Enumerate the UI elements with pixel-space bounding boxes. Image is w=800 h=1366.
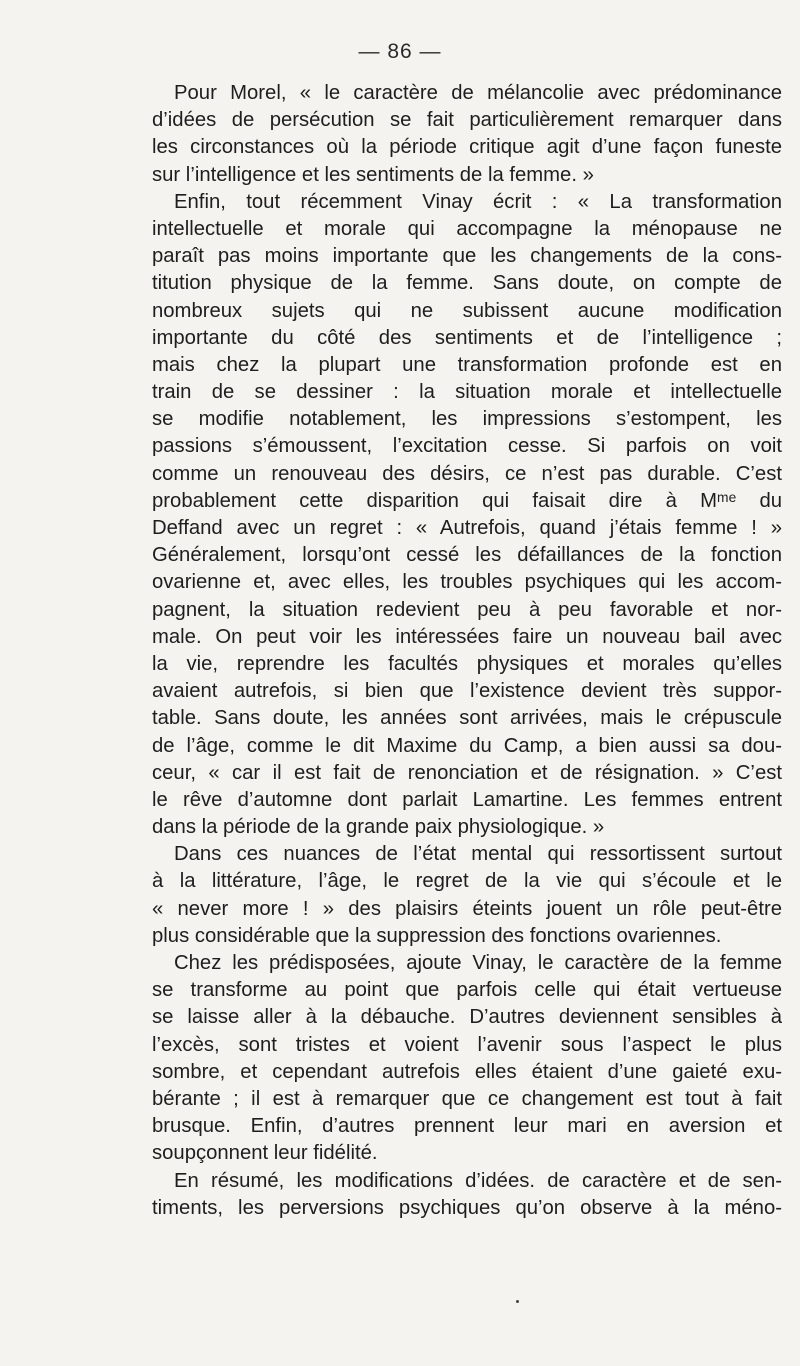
text-line: paraît pas moins importante que les changements de la cons- <box>152 245 782 268</box>
text-line: Deffand avec un regret : « Autrefois, quand j’étais femme ! » <box>152 517 782 539</box>
text-line: pagnent, la situation redevient peu à peu favorable et nor- <box>152 598 782 621</box>
text-line: importante du côté des sentiments et de l’intelligence ; <box>152 326 782 349</box>
text-line: à la littérature, l’âge, le regret de la vie qui s’écoule et le <box>152 870 782 893</box>
text-line: « never more ! » des plaisirs éteints jouent un rôle peut-être <box>152 897 782 920</box>
text-line: les circonstances où la période critique agit d’une façon funeste <box>152 136 782 159</box>
text-line: de l’âge, comme le dit Maxime du Camp, a bien aussi sa dou- <box>152 734 782 757</box>
text-line: la vie, reprendre les facultés physiques et morales qu’elles <box>152 652 782 675</box>
text-line: brusque. Enfin, d’autres prennent leur mari en aversion et <box>152 1115 782 1138</box>
text-line: soupçonnent leur fidélité. <box>152 1142 378 1165</box>
text-line: Généralement, lorsqu’ont cessé les défaillances de la fonction <box>152 544 782 567</box>
text-line: se laisse aller à la débauche. D’autres deviennent sensibles à <box>152 1006 782 1029</box>
text-line: l’excès, sont tristes et voient l’avenir sous l’aspect le plus <box>152 1033 782 1056</box>
text-line: Dans ces nuances de l’état mental qui ressortissent surtout <box>174 843 782 866</box>
text-line: le rêve d’automne dont parlait Lamartine. Les femmes entrent <box>152 788 782 811</box>
text-line: ovarienne et, avec elles, les troubles psychiques qui les accom- <box>152 571 782 594</box>
body-text <box>152 80 782 1222</box>
text-line: Chez les prédisposées, ajoute Vinay, le caractère de la femme <box>174 952 782 974</box>
text-line: timents, les perversions psychiques qu’on observe à la méno- <box>152 1196 782 1219</box>
text-line: comme un renouveau des désirs, ce n’est pas durable. C’est <box>152 462 782 485</box>
text-line: avaient autrefois, si bien que l’existence devient très suppor- <box>152 680 782 703</box>
text-line: mais chez la plupart une transformation profonde est en <box>152 353 782 376</box>
text-line: probablement cette disparition qui faisait dire à Mᵐᵉ du <box>152 489 782 512</box>
paper-speck <box>516 1300 519 1303</box>
text-line: ceur, « car il est fait de renonciation et de résignation. » C’est <box>152 761 782 784</box>
text-line: plus considérable que la suppression des fonctions ovariennes. <box>152 924 722 947</box>
text-line: passions s’émoussent, l’excitation cesse. Si parfois on voit <box>152 435 782 458</box>
text-line: se modifie notablement, les impressions s’estompent, les <box>152 408 782 431</box>
text-line: table. Sans doute, les années sont arrivées, mais le crépuscule <box>152 707 782 730</box>
text-line: bérante ; il est à remarquer que ce changement est tout à fait <box>152 1087 782 1110</box>
text-line: nombreux sujets qui ne subissent aucune modification <box>152 299 782 322</box>
text-line: Enfin, tout récemment Vinay écrit : « La transformation <box>174 190 782 213</box>
text-line: titution physique de la femme. Sans doute, on compte de <box>152 272 782 295</box>
text-line: intellectuelle et morale qui accompagne la ménopause ne <box>152 217 782 240</box>
page-number: — 86 — <box>358 40 442 63</box>
text-line: se transforme au point que parfois celle qui était vertueuse <box>152 979 782 1002</box>
text-line: d’idées de persécution se fait particulièrement remarquer dans <box>152 109 782 132</box>
text-line: train de se dessiner : la situation morale et intellectuelle <box>152 381 782 404</box>
text-line: sombre, et cependant autrefois elles étaient d’une gaieté exu- <box>152 1060 782 1083</box>
text-line: Pour Morel, « le caractère de mélancolie avec prédominance <box>174 82 782 104</box>
text-line: sur l’intelligence et les sentiments de la femme. » <box>152 163 594 186</box>
text-line: dans la période de la grande paix physiologique. » <box>152 816 605 839</box>
text-line: En résumé, les modifications d’idées. de caractère et de sen- <box>174 1169 782 1192</box>
text-line: male. On peut voir les intéressées faire un nouveau bail avec <box>152 625 782 648</box>
